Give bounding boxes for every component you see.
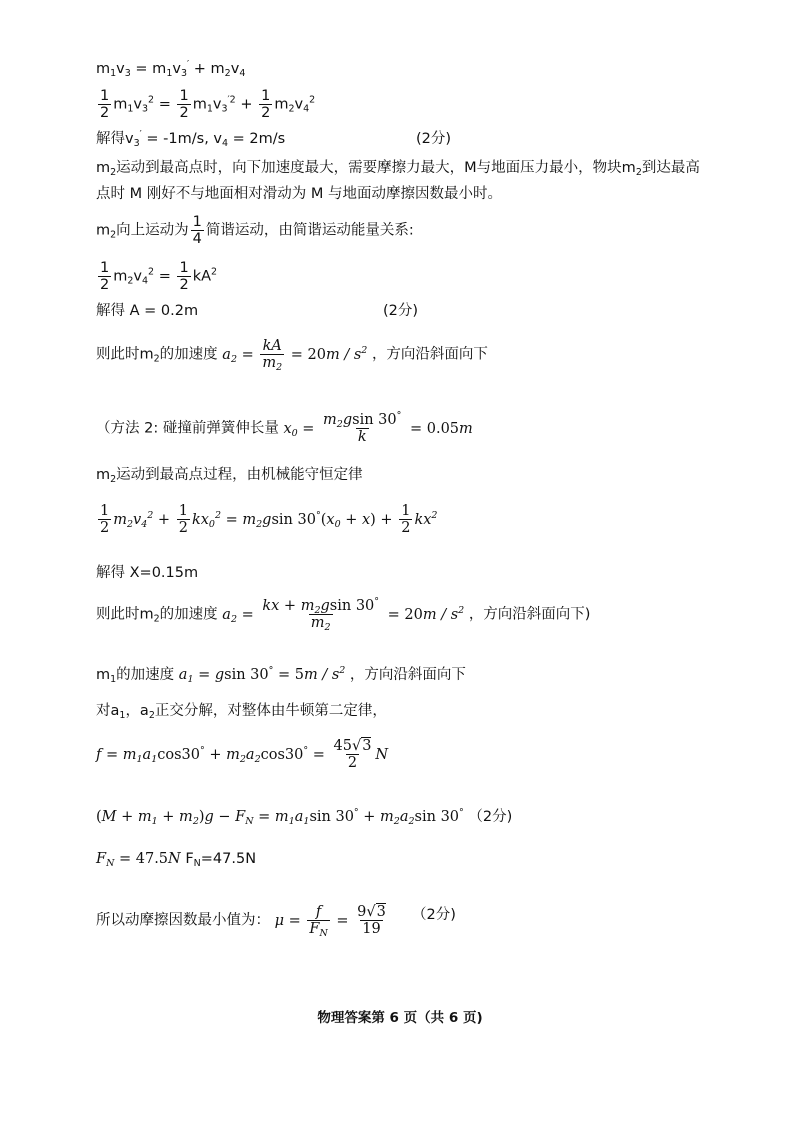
normal-force-value: $F_N = 47.5N$ $F_N=47.5N$ — [96, 851, 257, 869]
score-label: (2分) — [383, 303, 419, 319]
acceleration-a1-line: $m_1$的加速度 $a_1 = gsin$ $30^\circ = 5m / s^2$ ，方向沿斜面向下 — [96, 665, 466, 685]
min-friction-coefficient: 所以动摩擦因数最小值为： μ = $\frac{f}{F_N}$ = $\frac{9√3}{19}$ — [96, 904, 386, 939]
momentum-equation: $m_1v_3 = m_1v_3' + m_2v_4$ — [96, 59, 246, 79]
amplitude-solution: 解得 A = 0.2m — [96, 303, 199, 319]
method2-line: （方法 2: 碰撞前弹簧伸长量 $x_0$ = $\frac{m_2gsin 30^\circ}{k}$ = 0.05m — [96, 410, 473, 445]
decomposition-line: 对$a_1$，$a_2$正交分解，对整体由牛顿第二定律， — [96, 703, 387, 721]
acceleration-a2-line: 则此时$m_2$的加速度 $a_2$ = $\frac{kA}{m_2}$ = $20m / s^2$ ，方向沿斜面向下 — [96, 338, 488, 373]
score-label: (2分) — [416, 131, 452, 147]
acceleration-a2-method2: 则此时$m_2$的加速度 $a_2$ = $\frac{kx + m_2gsin 30^\circ}{m_2}$ = $20m / s^2$ ，方向沿斜面向下) — [96, 596, 591, 633]
energy-process-intro: $m_2$运动到最高点过程，由机械能守恒定律 — [96, 467, 363, 485]
shm-intro: $m_2$向上运动为 $\frac{1}{4}$ 简谐运动，由简谐运动能量关系: — [96, 214, 414, 247]
score-label: （2分) — [412, 907, 456, 923]
shm-energy-equation: $\frac{1}{2}$ $m_2v_4^2$ = $\frac{1}{2}$ $kA^2$ — [100, 260, 218, 293]
analysis-line-2: 点时 M 刚好不与地面相对滑动为 M 与地面动摩擦因数最小时。 — [96, 186, 502, 202]
page-footer: 物理答案第 6 页（共 6 页) — [317, 1010, 483, 1026]
friction-equation: $f = m_1a_1\cos 30^\circ + m_2a_2\cos 30^\circ$ = $\frac{45√3}{2}$ N — [96, 738, 389, 771]
normal-force-equation: $(M + m_1 + m_2)g - F_N = m_1a_1\sin$ $30^\circ + m_2a_2\sin$ 30° （2分) — [96, 807, 513, 827]
energy-equation: $\frac{1}{2}$ $m_1v_3^2$ = $\frac{1}{2}$ $m_1v_3^{'2}$ + $\frac{1}{2}$ $m_2v_4^2$ — [100, 88, 316, 121]
x-solution: 解得 X=0.15m — [96, 565, 199, 581]
mechanical-energy-equation: $\frac{1}{2}$ $m_2v_4^2$ + $\frac{1}{2}$ $kx_0^2 = m_2gsin$ $30^\circ(x_0 + x)$ + $\frac{1}{2}$ $kx^2$ — [100, 503, 438, 536]
analysis-line-1: $m_2$运动到最高点时，向下加速度最大，需要摩擦力最大，M与地面压力最小，物块$m_2$到达最高 — [96, 160, 700, 178]
velocity-solution: 解得$v_3' = -1m/s$, $v_4 = 2m/s$ — [96, 129, 286, 149]
